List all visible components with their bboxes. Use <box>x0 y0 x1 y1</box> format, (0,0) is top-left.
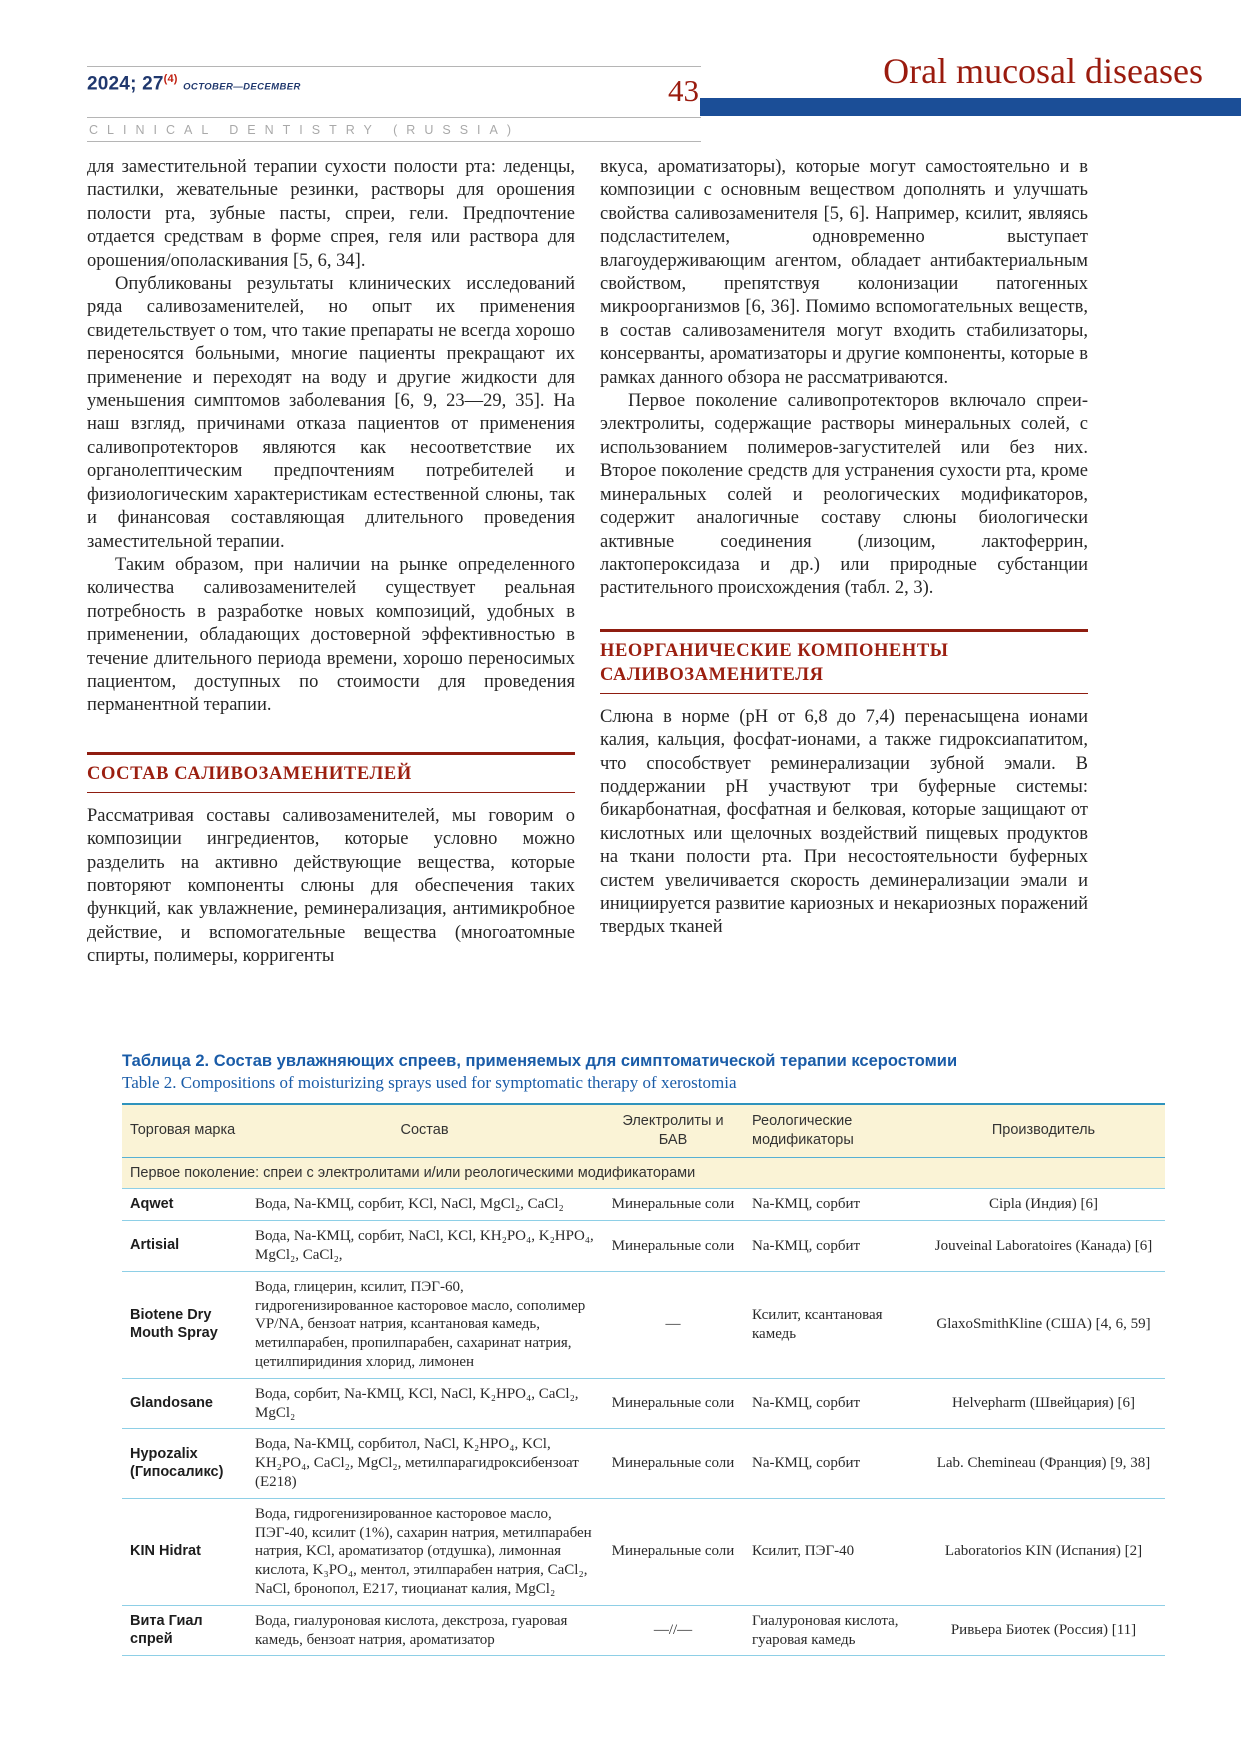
composition-cell: Вода, глицерин, ксилит, ПЭГ-60, гидрогенизированное касторовое масло, сополимер VP/NA, бензоат натрия, ксантановая камедь, метилпарабен, пропилпарабен, сахаринат натрия, цетилпиридиния хлорид, лимонен <box>247 1271 602 1378</box>
col-header-composition: Состав <box>247 1104 602 1157</box>
header-rule-bottom <box>87 141 701 142</box>
section-heading-inorganic: НЕОРГАНИЧЕСКИЕ КОМПОНЕНТЫ САЛИВОЗАМЕНИТЕЛЯ <box>600 629 1088 694</box>
electrolytes-cell: Минеральные соли <box>602 1221 744 1272</box>
left-column <box>87 156 575 969</box>
page-number: 43 <box>668 73 699 108</box>
composition-cell: Вода, Na-КМЦ, сорбит, NaCl, KCl, KH₂PO₄, K₂HPO₄, MgCl₂, CaCl₂, <box>247 1221 602 1272</box>
electrolytes-cell: — <box>602 1271 744 1378</box>
brand-cell: Artisial <box>122 1221 247 1272</box>
composition-cell: Вода, Na-КМЦ, сорбитол, NaCl, K₂HPO₄, KCl, KH₂PO₄, CaCl₂, MgCl₂, метилпарагидроксибензоат (Е218) <box>247 1429 602 1498</box>
producer-cell: Ривьера Биотек (Россия) [11] <box>922 1605 1165 1656</box>
brand-cell: Aqwet <box>122 1189 247 1221</box>
electrolytes-cell: Минеральные соли <box>602 1429 744 1498</box>
composition-cell: Вода, гиалуроновая кислота, декстроза, гуаровая камедь, бензоат натрия, ароматизатор <box>247 1605 602 1656</box>
modifiers-cell: Na-КМЦ, сорбит <box>744 1378 922 1429</box>
composition-cell: Вода, гидрогенизированное касторовое масло, ПЭГ-40, ксилит (1%), сахарин натрия, метилпарабен натрия, KCl, ароматизатор (отдушка), лимонная кислота, K₃PO₄, ментол, этилпарабен натрия, CaCl₂, NaCl, бронопол, Е217, тиоцианат калия, MgCl₂ <box>247 1498 602 1605</box>
col-header-producer: Производитель <box>922 1104 1165 1157</box>
table-row <box>122 1189 1165 1221</box>
table-row <box>122 1271 1165 1378</box>
modifiers-cell: Ксилит, ксантановая камедь <box>744 1271 922 1378</box>
page-header-left <box>87 66 701 142</box>
paragraph: Опубликованы результаты клинических исследований ряда саливозаменителей, но опыт их применения свидетельствует о том, что такие препараты не всегда хорошо переносятся больными, многие пациенты прекращают их применение и переходят на воду и другие жидкости для уменьшения симптомов заболевания [6, 9, 23—29, 35]. На наш взгляд, причинами отказа пациентов от применения саливопротекторов являются как несоответствие их органолептическим предпочтениям потребителей и физиологическим характеристикам естественной слюны, так и финансовая составляющая длительного проведения заместительной терапии. <box>87 274 575 552</box>
issue-info <box>87 73 301 95</box>
electrolytes-cell: Минеральные соли <box>602 1189 744 1221</box>
modifiers-cell: Гиалуроновая кислота, гуаровая камедь <box>744 1605 922 1656</box>
section-running-title: Oral mucosal diseases <box>883 51 1203 91</box>
table-row <box>122 1498 1165 1605</box>
right-column <box>600 156 1088 969</box>
modifiers-cell: Na-КМЦ, сорбит <box>744 1221 922 1272</box>
spray-composition-table <box>122 1103 1165 1656</box>
table-header-row <box>122 1104 1165 1157</box>
modifiers-cell: Ксилит, ПЭГ-40 <box>744 1498 922 1605</box>
table-row <box>122 1605 1165 1656</box>
producer-cell: Lab. Chemineau (Франция) [9, 38] <box>922 1429 1165 1498</box>
table-row <box>122 1429 1165 1498</box>
brand-cell: KIN Hidrat <box>122 1498 247 1605</box>
producer-cell: Cipla (Индия) [6] <box>922 1189 1165 1221</box>
table-title-en: Table 2. Compositions of moisturizing sprays used for symptomatic therapy of xerostomia <box>122 1073 737 1092</box>
brand-cell: Hypozalix (Гипосаликс) <box>122 1429 247 1498</box>
col-header-electrolytes: Электролиты и БАВ <box>602 1104 744 1157</box>
paragraph: Рассматривая составы саливозаменителей, мы говорим о композиции ингредиентов, которые условно можно разделить на активно действующие вещества, которые повторяют компоненты слюны для обеспечения таких функций, как увлажнение, реминерализация, антимикробное действие, и вспомогательные вещества (многоатомные спирты, полимеры, корригенты <box>87 805 575 967</box>
page-header-right <box>700 52 1241 116</box>
col-header-brand: Торговая марка <box>122 1104 247 1157</box>
issue-volume: 2024; 27 <box>87 73 164 95</box>
paragraph: Слюна в норме (pH от 6,8 до 7,4) перенасыщена ионами калия, кальция, фосфат-ионами, а также гидроксиапатитом, что способствует реминерализации зубной эмали. В поддержании pH участвуют три буферные системы: бикарбонатная, фосфатная и белковая, которые защищают от кислотных или щелочных воздействий пищевых продуктов на ткани полости рта. При несостоятельности буферных систем увеличивается скорость деминерализации эмали и инициируется развитие кариозных и некариозных поражений твердых тканей <box>600 706 1088 938</box>
paragraph: Первое поколение саливопротекторов включало спреи-электролиты, содержащие растворы минеральных солей, с использованием полимеров-загустителей или без них. Второе поколение средств для устранения сухости рта, кроме минеральных солей и реологических модификаторов, содержит аналогичные составу слюны биологически активные соединения (лизоцим, лактоферрин, лактопероксидаза и др.) или природные субстанции растительного происхождения (табл. 2, 3). <box>600 391 1088 599</box>
brand-cell: Вита Гиал спрей <box>122 1605 247 1656</box>
paragraph: для заместительной терапии сухости полости рта: леденцы, пастилки, жевательные резинки, растворы для орошения полости рта, зубные пасты, спреи, гели. Предпочтение отдается средствам в форме спрея, геля или раствора для орошения/ополаскивания [5, 6, 34]. <box>87 157 575 271</box>
article-body <box>87 156 1088 969</box>
paragraph: Таким образом, при наличии на рынке определенного количества саливозаменителей существует реальная потребность в разработке новых композиций, удобных в применении, обладающих достоверной эффективностью в течение длительного периода времени, хорошо переносимых пациентом, доступных по стоимости для проведения перманентной терапии. <box>87 554 575 716</box>
table-2-block <box>122 1050 1165 1656</box>
issue-number: (4) <box>163 73 178 85</box>
table-title-ru: Таблица 2. Состав увлажняющих спреев, применяемых для симптоматической терапии ксеростомии <box>122 1052 958 1070</box>
header-blue-bar <box>700 98 1241 116</box>
generation-group-label: Первое поколение: спреи с электролитами и/или реологическими модификаторами <box>122 1157 1165 1189</box>
table-group-row <box>122 1157 1165 1189</box>
issue-months: OCTOBER—DECEMBER <box>183 81 301 93</box>
electrolytes-cell: —//— <box>602 1605 744 1656</box>
electrolytes-cell: Минеральные соли <box>602 1378 744 1429</box>
table-row <box>122 1378 1165 1429</box>
producer-cell: Jouveinal Laboratoires (Канада) [6] <box>922 1221 1165 1272</box>
brand-cell: Biotene Dry Mouth Spray <box>122 1271 247 1378</box>
issue-row <box>87 67 701 117</box>
col-header-modifiers: Реологические модификаторы <box>744 1104 922 1157</box>
table-row <box>122 1221 1165 1272</box>
modifiers-cell: Na-КМЦ, сорбит <box>744 1429 922 1498</box>
producer-cell: Helvepharm (Швейцария) [6] <box>922 1378 1165 1429</box>
composition-cell: Вода, сорбит, Na-КМЦ, KCl, NaCl, K₂HPO₄, CaCl₂, MgCl₂ <box>247 1378 602 1429</box>
journal-name: CLINICAL DENTISTRY (RUSSIA) <box>89 123 521 137</box>
producer-cell: Laboratorios KIN (Испания) [2] <box>922 1498 1165 1605</box>
modifiers-cell: Na-КМЦ, сорбит <box>744 1189 922 1221</box>
composition-cell: Вода, Na-КМЦ, сорбит, KCl, NaCl, MgCl₂, CaCl₂ <box>247 1189 602 1221</box>
producer-cell: GlaxoSmithKline (США) [4, 6, 59] <box>922 1271 1165 1378</box>
paragraph: вкуса, ароматизаторы), которые могут самостоятельно и в композиции с основным веществом дополнять и улучшать свойства саливозаменителя [5, 6]. Например, ксилит, являясь подсластителем, одновременно выступает влагоудерживающим агентом, обладает антибактериальным свойством, препятствуя колонизации патогенных микроорганизмов [6, 36]. Помимо вспомогательных веществ, в состав саливозаменителя могут входить стабилизаторы, консерванты, ароматизаторы и другие компоненты, которые в рамках данного обзора не рассматриваются. <box>600 157 1088 388</box>
brand-cell: Glandosane <box>122 1378 247 1429</box>
section-heading-composition: СОСТАВ САЛИВОЗАМЕНИТЕЛЕЙ <box>87 752 575 793</box>
electrolytes-cell: Минеральные соли <box>602 1498 744 1605</box>
